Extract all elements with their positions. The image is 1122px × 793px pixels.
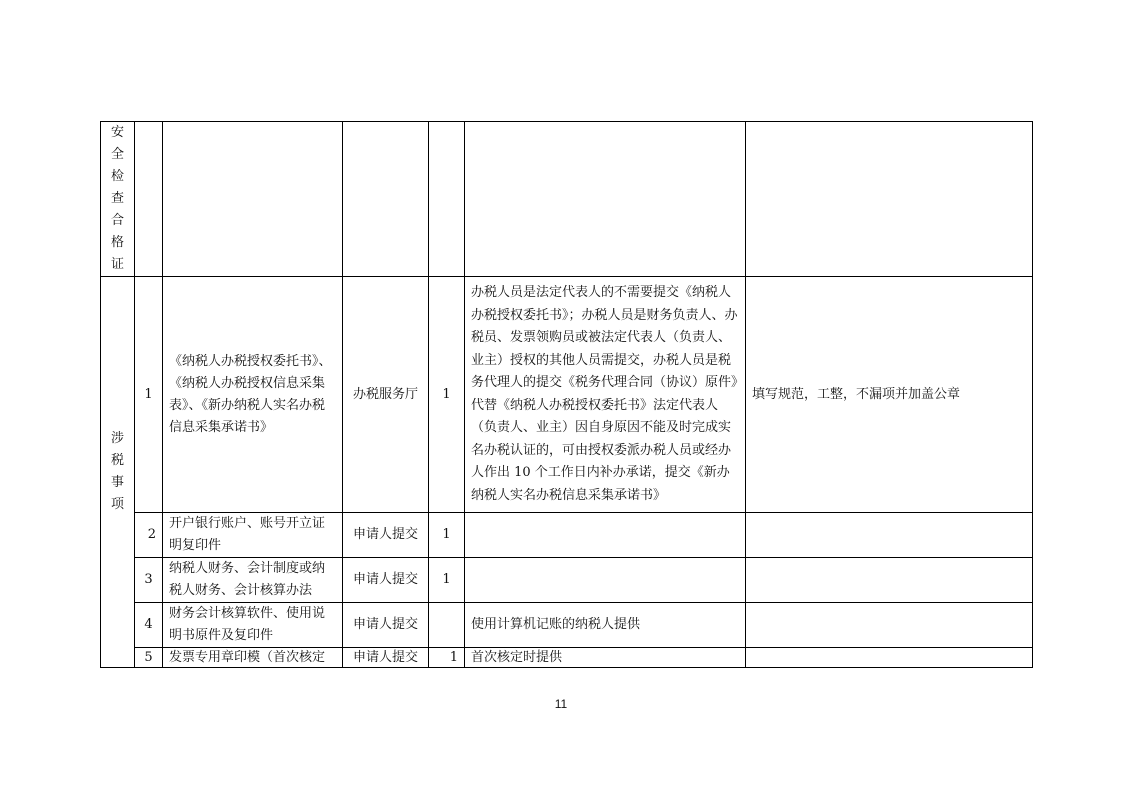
- copy-count: 1: [429, 277, 465, 513]
- category-char: 安: [110, 125, 124, 140]
- material-name: 纳税人财务、会计制度或纳税人财务、会计核算办法: [163, 558, 343, 603]
- table-row: [101, 603, 1033, 648]
- category-cell-safety: [101, 122, 135, 277]
- empty-cell: [343, 122, 429, 277]
- material-requirement: [746, 603, 1033, 648]
- page-number: 11: [554, 697, 568, 711]
- category-char: 项: [110, 497, 124, 512]
- submission-condition: [465, 513, 746, 558]
- material-requirement: [746, 558, 1033, 603]
- material-requirement: [746, 513, 1033, 558]
- submission-condition: [465, 558, 746, 603]
- category-char: 全: [110, 147, 124, 162]
- category-cell-tax: [101, 277, 135, 668]
- table-row: [101, 558, 1033, 603]
- row-number: 5: [135, 648, 163, 668]
- source-dept: 申请人提交: [343, 648, 429, 668]
- material-name: 开户银行账户、账号开立证明复印件: [163, 513, 343, 558]
- table-row: [101, 122, 1033, 277]
- submission-condition: 办税人员是法定代表人的不需要提交《纳税人办税授权委托书》；办税人员是财务负责人、办税员、发票领购员或被法定代表人（负责人、业主）授权的其他人员需提交，办税人员是税务代理人的提交《税务代理合同（协议）原件》代替《纳税人办税授权委托书》法定代表人（负责人、业主）因自身原因不能及时完成实名办税认证的，可由授权委派办税人员或经办人作出 10 个工作日内补办承诺，提交《新办纳税人实名办税信息采集承诺书》: [465, 277, 746, 513]
- source-dept: 申请人提交: [343, 603, 429, 648]
- source-dept: 申请人提交: [343, 558, 429, 603]
- row-number: 3: [135, 558, 163, 603]
- copy-count: [429, 603, 465, 648]
- category-char: 格: [110, 235, 124, 250]
- row-number: 2: [135, 513, 163, 558]
- copy-count: 1: [429, 513, 465, 558]
- copy-count: 1: [429, 648, 465, 668]
- material-name: 财务会计核算软件、使用说明书原件及复印件: [163, 603, 343, 648]
- materials-table: [100, 121, 1033, 668]
- material-name: 《纳税人办税授权委托书》、《纳税人办税授权信息采集表》、《新办纳税人实名办税信息采集承诺书》: [163, 277, 343, 513]
- table-row: [101, 513, 1033, 558]
- category-char: 查: [110, 191, 124, 206]
- source-dept: 申请人提交: [343, 513, 429, 558]
- material-requirement: 填写规范，工整，不漏项并加盖公章: [746, 277, 1033, 513]
- row-number: 1: [135, 277, 163, 513]
- empty-cell: [135, 122, 163, 277]
- submission-condition: 首次核定时提供: [465, 648, 746, 668]
- copy-count: 1: [429, 558, 465, 603]
- table-row: [101, 648, 1033, 668]
- category-char: 涉: [110, 431, 124, 446]
- empty-cell: [163, 122, 343, 277]
- source-dept: 办税服务厅: [343, 277, 429, 513]
- material-name: 发票专用章印模（首次核定: [163, 648, 343, 668]
- category-char: 合: [110, 213, 124, 228]
- empty-cell: [429, 122, 465, 277]
- row-number: 4: [135, 603, 163, 648]
- category-char: 税: [110, 453, 124, 468]
- material-requirement: [746, 648, 1033, 668]
- submission-condition: 使用计算机记账的纳税人提供: [465, 603, 746, 648]
- category-char: 检: [110, 169, 124, 184]
- category-char: 事: [110, 475, 124, 490]
- empty-cell: [465, 122, 746, 277]
- table-row: [101, 277, 1033, 513]
- empty-cell: [746, 122, 1033, 277]
- category-char: 证: [110, 257, 124, 272]
